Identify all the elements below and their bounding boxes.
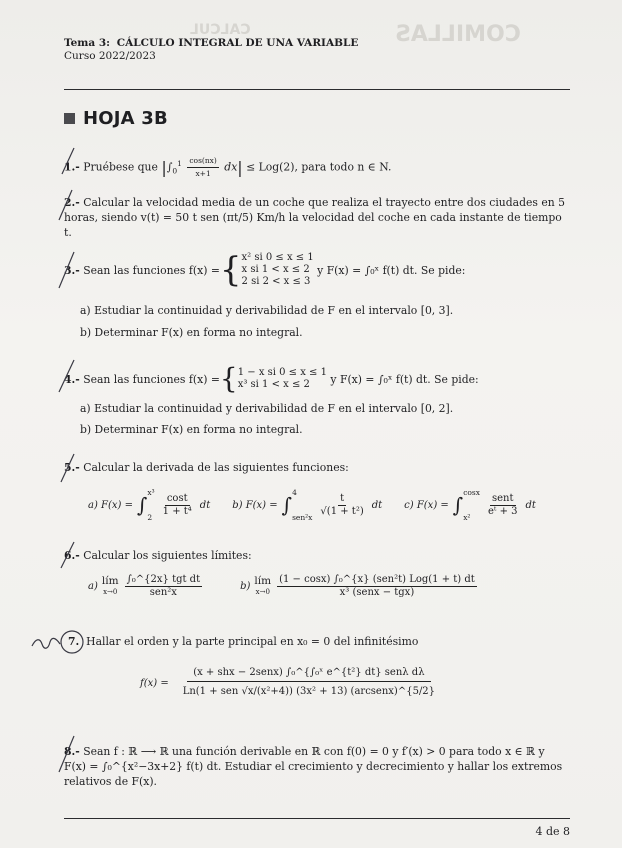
pen-slash-icon <box>58 452 78 484</box>
exercise-6-limits: a) lím x→0 $\frac{\text{∫₀\textasciicircum{}\{2x\} tgt dt}}{\text{sen²x}}$ b) lím x→0 $\frac{\text{(1 − cosx) ∫₀\textasciicircum{}\{x\} (sen²t) Log(1 + t) dt}}{\text{x³ (senx − tgx)}}$ <box>88 574 475 598</box>
pen-slash-icon <box>58 146 78 176</box>
bleed-through-text-2: CALCUL <box>190 22 251 38</box>
exercise-4-item-a: a) Estudiar la continuidad y derivabilidad de F en el intervalo [0, 2]. <box>80 402 454 415</box>
piecewise-cases: 1 − x si 0 ≤ x ≤ 1 x³ si 1 < x ≤ 2 <box>237 367 327 390</box>
exercise-7-formula: f(x) = $\frac{\text{(x + shx − 2senx) ∫₀\textasciicircum{}\{∫₀ˣ e\textasciicircum{}\{t²\} dt\} senλ dλ}}{\text{Ln(1 + sen √x/(x²+4)) (3x² + 13) (arcsenx)\textasciicircum{}\{5/2\}}}$ <box>140 667 436 697</box>
tema-title: CÁLCULO INTEGRAL DE UNA VARIABLE <box>116 37 359 49</box>
exercise-3-item-b: b) Determinar F(x) en forma no integral. <box>80 326 303 339</box>
footer-rule <box>64 818 570 819</box>
exercise-3: 3.- Sean las funciones f(x) = { x² si 0 ≤ x ≤ 1 x si 1 < x ≤ 2 2 si 2 < x ≤ 3 y F(x) = ∫₀ˣ f(t) dt. Se pide: <box>64 250 466 290</box>
pen-slash-icon <box>56 250 78 290</box>
header-rule <box>64 89 570 90</box>
page-number: 4 de 8 <box>535 825 570 838</box>
tema-label: Tema 3: <box>64 37 111 49</box>
pen-slash-icon <box>56 358 78 394</box>
curso: Curso 2022/2023 <box>64 50 156 62</box>
exercise-1: 1.- Pruébese que $|\int_0^1$ $\frac{\cos(nx)}{x+1}$ dx| ≤ Log(2), para todo n ∈ N. <box>64 156 392 178</box>
bleed-through-text: COMILLAS <box>395 22 521 47</box>
square-bullet-icon <box>64 113 75 124</box>
page-title: HOJA 3B <box>64 108 168 129</box>
exercise-7: 7. Hallar el orden y la parte principal en x₀ = 0 del infinitésimo <box>68 635 419 648</box>
exercise-4-item-b: b) Determinar F(x) en forma no integral. <box>80 423 303 436</box>
exercise-2: 2.- Calcular la velocidad media de un coche que realiza el trayecto entre dos ciudades en 5 horas, siendo v(t) = 50 t sen (πt/5) Km/h la velocidad del coche en cada instante de tiempo t. <box>64 196 566 239</box>
piecewise-cases: x² si 0 ≤ x ≤ 1 x si 1 < x ≤ 2 2 si 2 < x ≤ 3 <box>241 252 314 287</box>
pen-slash-icon <box>58 540 78 570</box>
exercise-5-functions: a) F(x) = ∫ x³ 2 $\frac{\cos t}{\text{1 + t⁴}}$ dt b) F(x) = ∫ 4 sen²x $\frac{t}{\text{√(1 + t²)}}$ dt c) F(x) = ∫ cosx x² $\frac{\text{sent}}{\text{eᵗ + 3}}$ dt <box>88 488 536 522</box>
page-header <box>64 37 358 63</box>
pen-slash-icon <box>56 188 76 222</box>
exercise-6: 6.- Calcular los siguientes límites: <box>64 549 252 562</box>
pen-slash-icon <box>56 734 78 774</box>
exercise-4: 4.- Sean las funciones f(x) = { 1 − x si 0 ≤ x ≤ 1 x³ si 1 < x ≤ 2 y F(x) = ∫₀ˣ f(t) dt. Se pide: <box>64 362 479 395</box>
exercise-8: 8.- Sean f : ℝ ⟶ ℝ una función derivable en ℝ con f(0) = 0 y f′(x) > 0 para todo x ∈ ℝ y F(x) = ∫₀^{x²−3x+2} f(t) dt. Estudiar el crecimiento y decrecimiento y hallar los extremos relativos de F(x). <box>64 745 563 788</box>
exercise-3-item-a: a) Estudiar la continuidad y derivabilidad de F en el intervalo [0, 3]. <box>80 304 454 317</box>
exercise-5: 5.- Calcular la derivada de las siguientes funciones: <box>64 461 349 474</box>
